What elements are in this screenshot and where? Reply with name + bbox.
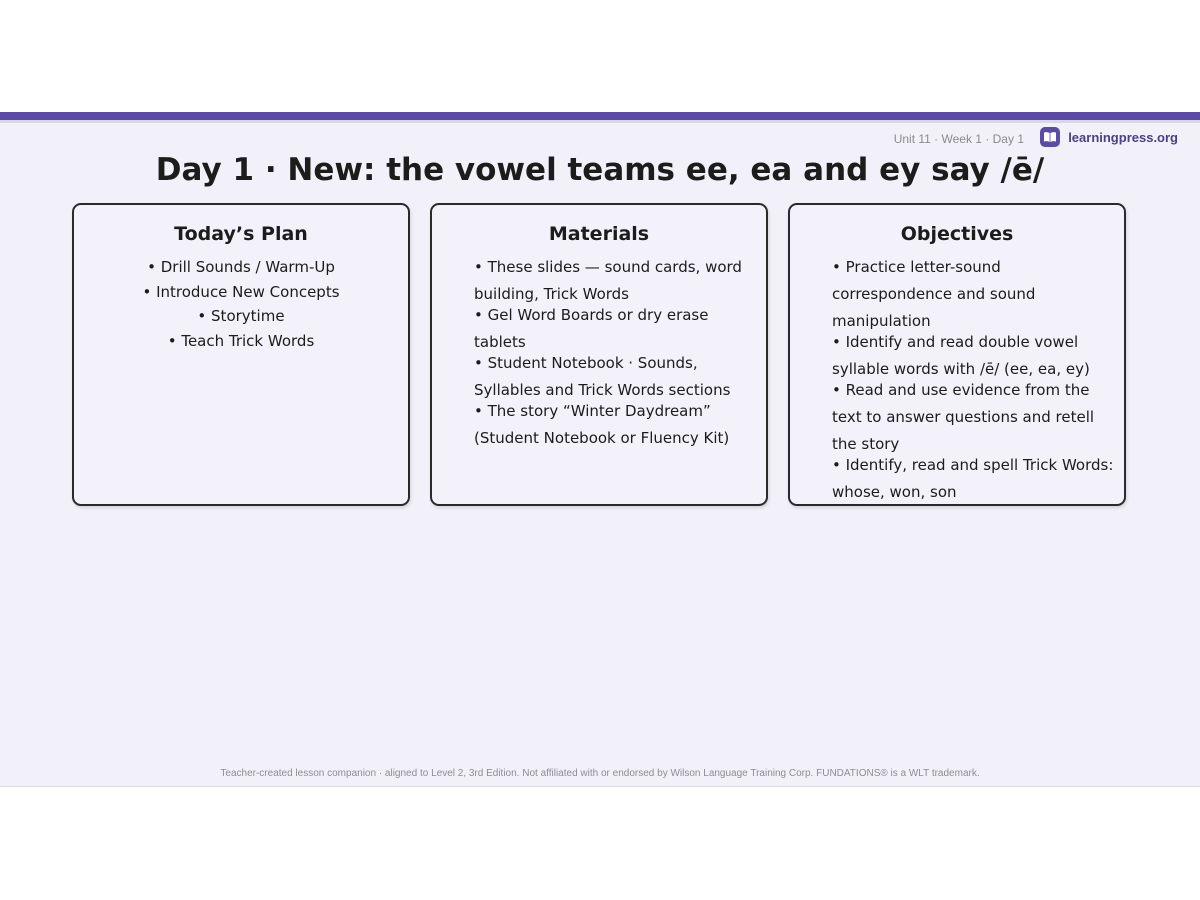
brand-name: learningpress.org [1068,129,1178,145]
card-heading: Today’s Plan [174,223,308,245]
card-heading: Objectives [900,223,1014,245]
card-heading: Materials [548,223,650,245]
page-title: Day 1 · New: the vowel teams ee, ea and ey say /ē/ [155,152,1045,188]
footer-disclaimer: Teacher-created lesson companion · aligned to Level 2, 3rd Edition. Not affiliated with or endorsed by Wilson Language Training Corp. FUNDATIONS® is a WLT trademark. [220,768,980,779]
list-item: • Practice letter-sound correspondence and sound manipulation [832,258,1036,330]
materials-card [430,203,768,506]
slide [0,112,1200,787]
accent-bar-shadow [0,120,1200,123]
list-item: • Teach Trick Words [167,331,315,350]
list-item: • Introduce New Concepts [142,282,340,301]
list-item: • The story “Winter Daydream” (Student Notebook or Fluency Kit) [474,402,730,447]
book-icon [1040,127,1060,147]
brand[interactable] [1040,127,1178,147]
todays-plan-card [72,203,410,506]
unit-label: Unit 11 · Week 1 · Day 1 [893,132,1024,146]
list-item: • Identify and read double vowel syllable words with /ē/ (ee, ea, ey) [832,333,1090,378]
objectives-card [788,203,1126,506]
list-item: • Drill Sounds / Warm-Up [147,258,335,276]
materials-list [432,254,766,452]
list-item: • Student Notebook · Sounds, Syllables and Trick Words sections [474,354,731,399]
list-item: • Storytime [197,307,285,325]
objectives-list [790,254,1124,506]
plan-list [94,255,388,353]
list-item: • Gel Word Boards or dry erase tablets [474,306,709,351]
list-item: • These slides — sound cards, word building, Trick Words [474,258,742,303]
accent-bar [0,112,1200,120]
list-item: • Identify, read and spell Trick Words: whose, won, son [832,456,1114,501]
list-item: • Read and use evidence from the text to answer questions and retell the story [832,381,1095,453]
